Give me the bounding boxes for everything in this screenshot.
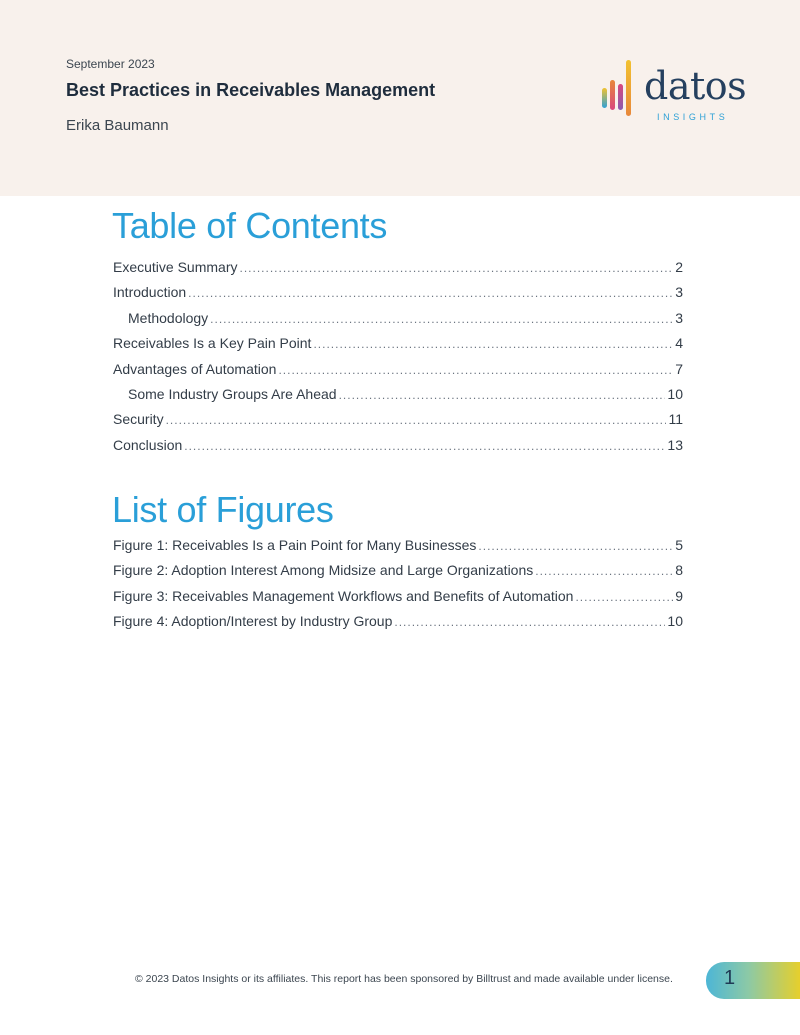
entry-page-number: 13 [667, 436, 683, 453]
dot-leader [575, 590, 673, 604]
datos-insights-logo [600, 58, 750, 122]
logo-bars-icon [600, 58, 636, 118]
logo-subtitle: INSIGHTS [657, 112, 729, 122]
entry-page-number: 10 [667, 385, 683, 402]
entry-label: Advantages of Automation [113, 360, 277, 377]
entry-page-number: 4 [675, 335, 683, 352]
entry-label: Executive Summary [113, 259, 238, 275]
dot-leader [188, 286, 673, 300]
entry-page-number: 2 [675, 259, 683, 275]
dot-leader [184, 439, 665, 453]
entry-label: Conclusion [113, 436, 183, 453]
toc-entry[interactable] [113, 361, 683, 386]
toc-entry[interactable] [113, 335, 683, 360]
figures-heading: List of Figures [112, 489, 334, 530]
toc-entry[interactable] [113, 411, 683, 436]
entry-label: Receivables Is a Key Pain Point [113, 335, 312, 352]
entry-label: Figure 4: Adoption/Interest by Industry Group [113, 613, 393, 630]
toc-entry[interactable] [113, 259, 683, 284]
entry-page-number: 3 [675, 284, 683, 301]
toc-heading: Table of Contents [112, 205, 388, 246]
page-number-tab [706, 962, 800, 999]
figures-list [113, 537, 683, 639]
footer-copyright: © 2023 Datos Insights or its affiliates. This report has been sponsored by Billtrust and made available under license. [135, 973, 673, 985]
report-header [0, 0, 800, 196]
figure-entry[interactable] [113, 537, 683, 562]
logo-wordmark: datos [644, 64, 747, 108]
entry-label: Figure 1: Receivables Is a Pain Point for Many Businesses [113, 537, 477, 553]
report-date: September 2023 [66, 57, 155, 71]
entry-page-number: 7 [675, 360, 683, 377]
dot-leader [210, 312, 673, 326]
entry-page-number: 10 [667, 613, 683, 630]
entry-page-number: 3 [675, 309, 683, 326]
dot-leader [394, 615, 665, 629]
dot-leader [278, 363, 673, 377]
page-number: 1 [724, 967, 736, 989]
toc-entry[interactable] [113, 284, 683, 309]
dot-leader [478, 539, 673, 553]
entry-label: Some Industry Groups Are Ahead [128, 385, 337, 402]
entry-page-number: 8 [675, 562, 683, 579]
entry-label: Figure 2: Adoption Interest Among Midsize and Large Organizations [113, 562, 534, 579]
toc-list [113, 259, 683, 462]
figure-entry[interactable] [113, 562, 683, 587]
dot-leader [535, 564, 673, 578]
report-author: Erika Baumann [66, 117, 169, 134]
dot-leader [313, 337, 673, 351]
entry-label: Security [113, 411, 164, 428]
figure-entry[interactable] [113, 613, 683, 638]
figure-entry[interactable] [113, 588, 683, 613]
entry-page-number: 11 [668, 411, 683, 428]
toc-entry[interactable] [113, 386, 683, 411]
dot-leader [339, 388, 666, 402]
entry-label: Figure 3: Receivables Management Workflows and Benefits of Automation [113, 587, 574, 604]
dot-leader [166, 413, 667, 427]
dot-leader [239, 261, 673, 275]
toc-entry[interactable] [113, 310, 683, 335]
report-title: Best Practices in Receivables Management [66, 80, 436, 100]
entry-page-number: 9 [675, 587, 683, 604]
toc-entry[interactable] [113, 437, 683, 462]
entry-label: Introduction [113, 284, 187, 301]
entry-label: Methodology [128, 309, 209, 326]
entry-page-number: 5 [675, 537, 683, 553]
